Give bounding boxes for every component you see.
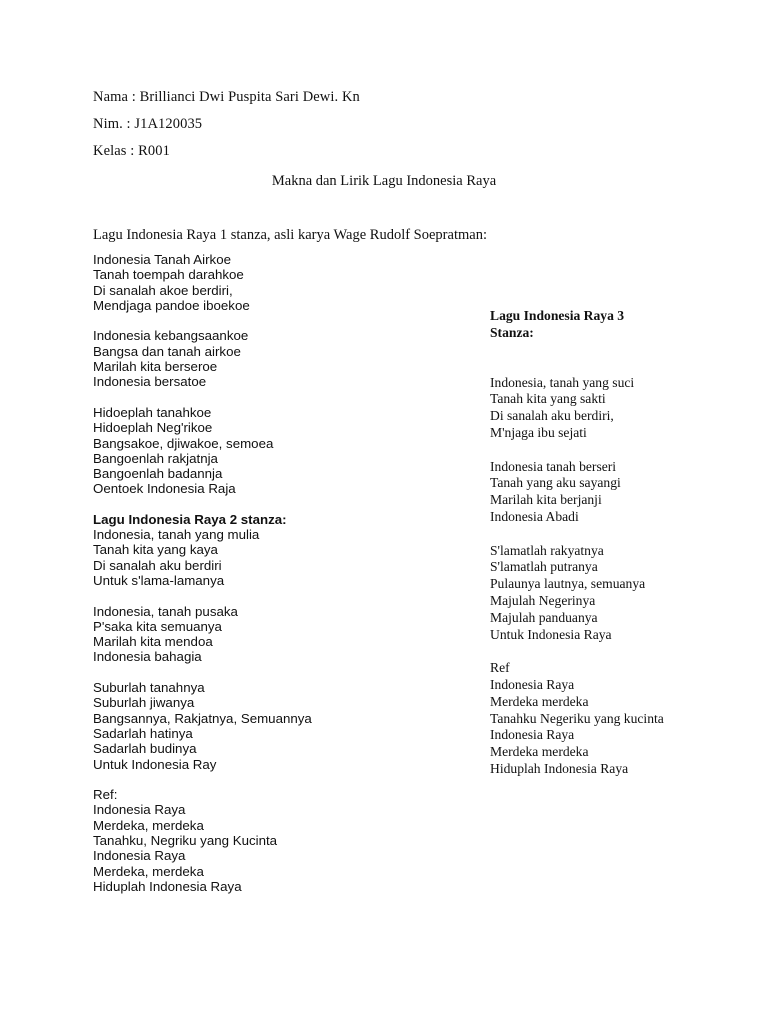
lyric-line: Pulaunya lautnya, semuanya — [490, 576, 646, 592]
lyric-line: Tanah toempah darahkoe — [93, 267, 244, 283]
student-nim: Nim. : J1A120035 — [93, 116, 203, 132]
lyric-line: Mendjaga pandoe iboekoe — [93, 297, 250, 313]
lyric-line: Merdeka, merdeka — [93, 863, 204, 879]
lyric-line: Untuk Indonesia Raya — [490, 626, 612, 642]
lyric-line: Tanah yang aku sayangi — [490, 475, 621, 491]
lyric-line: Indonesia bersatoe — [93, 374, 207, 390]
lyric-line: Bangsa dan tanah airkoe — [93, 343, 241, 359]
lyric-line: Indonesia Abadi — [490, 508, 579, 524]
lyric-line: Oentoek Indonesia Raja — [93, 481, 236, 497]
lyric-line: Untuk s'lama-lamanya — [93, 572, 225, 588]
stanza-3-lyrics — [490, 375, 665, 778]
lyric-line: Hidoeplah Neg'rikoe — [93, 420, 213, 436]
lyric-line: Merdeka, merdeka — [93, 817, 204, 833]
lyric-line: Tanahku Negeriku yang kucinta — [490, 710, 664, 726]
lyric-line: Indonesia, tanah yang suci — [490, 374, 635, 390]
lyric-line: Indonesia Raya — [93, 848, 186, 864]
right-column — [490, 308, 665, 778]
lyric-line: Suburlah tanahnya — [93, 680, 205, 696]
lyric-line: Indonesia bahagia — [93, 649, 202, 665]
lyric-line: Indonesia Raya — [490, 676, 575, 692]
lyric-line: Indonesia Raya — [93, 802, 186, 818]
verse — [490, 459, 665, 526]
student-class: Kelas : R001 — [93, 143, 170, 159]
lyric-line: Indonesia tanah berseri — [490, 458, 617, 474]
document-title: Makna dan Lirik Lagu Indonesia Raya — [271, 173, 497, 189]
lyric-line: Hiduplah Indonesia Raya — [490, 760, 629, 776]
lyric-line: Sadarlah hatinya — [93, 725, 193, 741]
lyric-line: S'lamatlah putranya — [490, 559, 598, 575]
lyric-line: Indonesia, tanah yang mulia — [93, 527, 260, 543]
lyric-line: S'lamatlah rakyatnya — [490, 542, 604, 558]
lyric-line: Tanahku, Negriku yang Kucinta — [93, 832, 278, 848]
verse — [93, 604, 453, 665]
verse — [490, 375, 665, 442]
lyric-line: P'saka kita semuanya — [93, 618, 222, 634]
lyric-line: Indonesia, tanah pusaka — [93, 603, 238, 619]
lyric-line: Untuk Indonesia Ray — [93, 756, 217, 772]
lyric-line: Bangsannya, Rakjatnya, Semuannya — [93, 710, 312, 726]
verse — [490, 543, 665, 644]
lyric-line: M'njaga ibu sejati — [490, 424, 587, 440]
verse — [490, 660, 665, 778]
stanza-1-lyrics — [93, 252, 453, 497]
verse — [93, 787, 453, 894]
verse — [93, 328, 453, 389]
stanza-2-lyrics — [93, 527, 453, 894]
student-name: Nama : Brillianci Dwi Puspita Sari Dewi. Kn — [93, 89, 360, 105]
lyric-line: Bangoenlah rakjatnja — [93, 450, 218, 466]
lyric-line: Majulah Negerinya — [490, 592, 596, 608]
section-2-title: Lagu Indonesia Raya 2 stanza: — [93, 511, 287, 527]
lyric-line: Hidoeplah tanahkoe — [93, 404, 212, 420]
verse — [93, 252, 453, 313]
section-3-title: Lagu Indonesia Raya 3 Stanza: — [490, 308, 625, 340]
verse — [93, 405, 453, 497]
lyric-line: Sadarlah budinya — [93, 741, 197, 757]
lyric-line: Merdeka merdeka — [490, 744, 589, 760]
lyric-line: Ref — [490, 660, 510, 676]
lyric-line: Di sanalah aku berdiri, — [490, 408, 614, 424]
lyric-line: Tanah kita yang kaya — [93, 542, 218, 558]
lyric-line: Bangsakoe, djiwakoe, semoea — [93, 435, 274, 451]
lyric-line: Marilah kita berseroe — [93, 359, 218, 375]
lyric-line: Indonesia Raya — [490, 727, 575, 743]
lyric-line: Marilah kita mendoa — [93, 634, 213, 650]
lyric-line: Tanah kita yang sakti — [490, 391, 606, 407]
verse — [93, 680, 453, 772]
section-1-title: Lagu Indonesia Raya 1 stanza, asli karya Wage Rudolf Soepratman: — [93, 227, 487, 243]
lyric-line: Di sanalah akoe berdiri, — [93, 282, 233, 298]
lyric-line: Suburlah jiwanya — [93, 695, 195, 711]
lyric-line: Ref: — [93, 787, 118, 803]
lyric-line: Di sanalah aku berdiri — [93, 557, 222, 573]
lyric-line: Hiduplah Indonesia Raya — [93, 878, 242, 894]
verse — [93, 527, 453, 588]
lyric-line: Marilah kita berjanji — [490, 492, 602, 508]
lyric-line: Merdeka merdeka — [490, 693, 589, 709]
lyric-line: Bangoenlah badannja — [93, 466, 223, 482]
lyric-line: Indonesia kebangsaankoe — [93, 328, 249, 344]
left-column — [93, 252, 453, 894]
lyric-line: Majulah panduanya — [490, 609, 598, 625]
lyric-line: Indonesia Tanah Airkoe — [93, 252, 232, 267]
